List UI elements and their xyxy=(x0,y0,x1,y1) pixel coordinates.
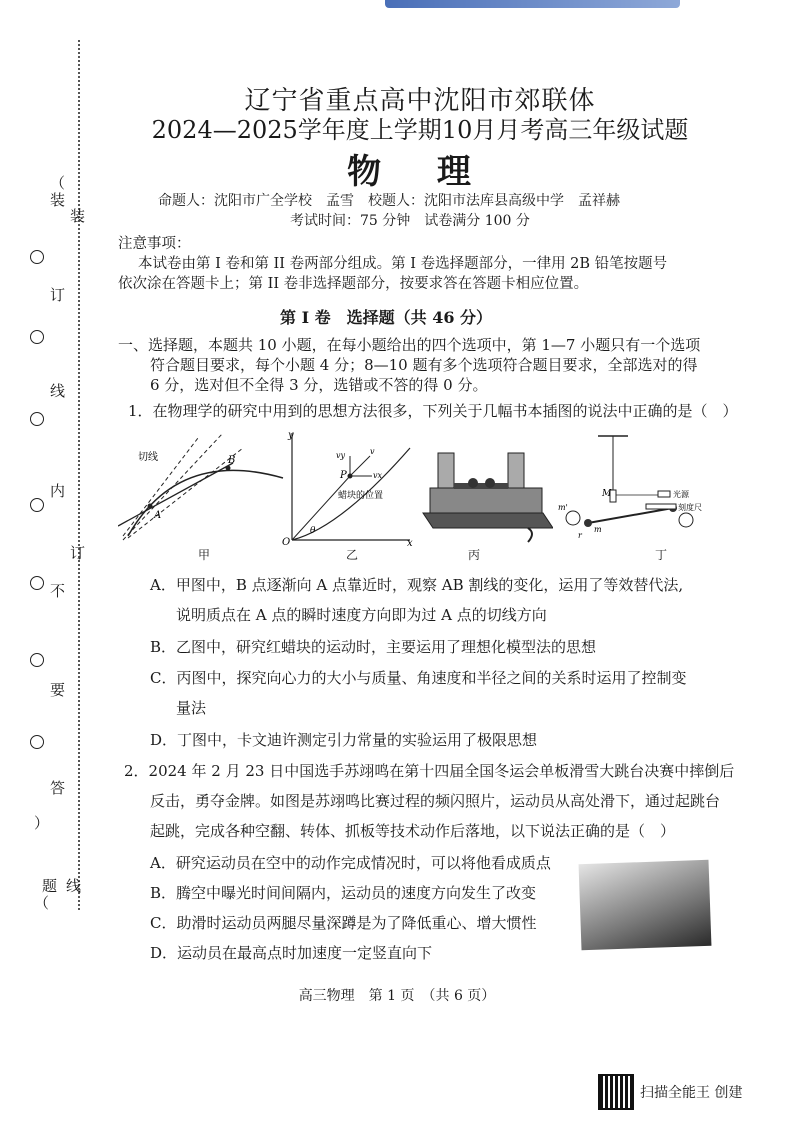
scale-label: 刻度尺 xyxy=(678,503,702,512)
side-char: 不 xyxy=(50,582,66,600)
side-circle xyxy=(30,735,44,749)
x-label: x xyxy=(407,538,413,546)
top-tab-strip xyxy=(385,0,680,8)
side-circle xyxy=(30,250,44,264)
apparatus-body xyxy=(430,488,542,513)
figure-label: 丙 xyxy=(468,548,481,562)
part-instructions: 符合题目要求，每个小题 4 分；8—10 题有多个选项符合题目要求，全部选对的得 xyxy=(150,356,698,374)
side-circle xyxy=(30,576,44,590)
side-char: 内 xyxy=(50,482,66,500)
figure-jia xyxy=(118,428,290,543)
option-a: A．研究运动员在空中的动作完成情况时，可以将他看成质点 xyxy=(150,854,551,872)
side-char: 线 xyxy=(66,877,82,895)
side-char: 订 xyxy=(50,286,66,304)
light-label: 光源 xyxy=(673,490,689,499)
scale-bar xyxy=(646,504,676,509)
sleeve-left xyxy=(438,453,454,488)
crank-handle xyxy=(528,528,532,542)
option-d: D．运动员在最高点时加速度一定竖直向下 xyxy=(150,944,433,962)
page-footer: 高三物理 第 1 页 （共 6 页） xyxy=(298,988,496,1004)
ball xyxy=(485,478,495,488)
question-stem: 2．2024 年 2 月 23 日中国选手苏翊鸣在第十四届全国冬运会单板滑雪大跳台决赛中摔倒后 xyxy=(124,762,735,780)
torsion-rod xyxy=(588,508,673,523)
side-char: 装 xyxy=(70,207,86,225)
slot-arm xyxy=(454,483,508,489)
option-b: B．腾空中曝光时间间隔内，运动员的速度方向发生了改变 xyxy=(150,884,537,902)
part-instructions: 6 分，选对但不全得 3 分，选错或不答的得 0 分。 xyxy=(150,376,488,394)
side-circle xyxy=(30,653,44,667)
tangent-line xyxy=(118,463,233,526)
notice-title: 注意事项： xyxy=(118,236,191,252)
point-b xyxy=(226,466,231,471)
theta-label: θ xyxy=(310,526,316,536)
side-char: ） xyxy=(34,814,50,832)
side-circle xyxy=(30,412,44,426)
ball xyxy=(468,478,478,488)
curve xyxy=(128,470,283,536)
subject-title: 物 理 xyxy=(347,152,493,192)
m-small-label: m xyxy=(594,525,602,534)
p-label: P xyxy=(340,470,347,481)
figure-ding xyxy=(558,428,738,546)
exam-info: 考试时间：75 分钟 试卷满分 100 分 xyxy=(290,213,530,229)
side-circle xyxy=(30,498,44,512)
option-c-cont: 量法 xyxy=(176,699,207,717)
label-b: B xyxy=(228,455,236,466)
point-a xyxy=(148,504,153,509)
notice-line: 依次涂在答题卡上；第 II 卷非选择题部分，按要求答在答题卡相应位置。 xyxy=(118,276,589,292)
part-instructions: 一、选择题，本题共 10 小题，在每小题给出的四个选项中，第 1—7 小题只有一个选项 xyxy=(118,336,701,354)
r-label: r xyxy=(578,531,582,540)
secant-line xyxy=(123,433,223,540)
m-label: M xyxy=(602,489,612,499)
option-d: D．丁图中，卡文迪许测定引力常量的实验运用了极限思想 xyxy=(150,731,538,749)
side-char: 线 xyxy=(50,382,66,400)
option-a-cont: 说明质点在 A 点的瞬时速度方向即为过 A 点的切线方向 xyxy=(176,606,547,624)
side-char: 题 xyxy=(42,877,58,895)
notice-line: 本试卷由第 I 卷和第 II 卷两部分组成。第 I 卷选择题部分，一律用 2B 铅笔按题号 xyxy=(138,256,668,272)
side-char: （ xyxy=(34,894,50,912)
ski-jump-photo xyxy=(579,860,712,950)
small-ball xyxy=(584,519,592,527)
light-source xyxy=(658,491,670,497)
question-stem: 反击，勇夺金牌。如图是苏翊鸣比赛过程的频闪照片，运动员从高处滑下，通过起跳台 xyxy=(150,792,721,810)
tangent-label: 切线 xyxy=(138,452,158,463)
m-prime-label: m' xyxy=(558,503,568,512)
y-label: y xyxy=(288,430,294,441)
secant-line xyxy=(123,438,198,536)
exam-title: 2024—2025学年度上学期10月月考高三年级试题 xyxy=(151,116,689,144)
figure-yi xyxy=(280,428,416,546)
large-ball xyxy=(566,511,580,525)
question-stem: 1．在物理学的研究中用到的思想方法很多，下列关于几幅书本插图的说法中正确的是（ ） xyxy=(128,402,738,420)
side-circle xyxy=(30,330,44,344)
question-stem: 起跳，完成各种空翻、转体、抓板等技术动作后落地，以下说法正确的是（ ） xyxy=(150,822,676,840)
authors-line: 命题人：沈阳市广全学校 孟雪 校题人：沈阳市法库县高级中学 孟祥赫 xyxy=(158,193,620,209)
school-title: 辽宁省重点高中沈阳市郊联体 xyxy=(244,86,596,116)
figure-label: 乙 xyxy=(346,548,359,562)
v-arrow xyxy=(350,456,370,476)
caption-label: 蜡块的位置 xyxy=(338,491,384,501)
binding-line-outer xyxy=(78,40,80,910)
vx-label: vx xyxy=(373,471,383,480)
side-char: 订 xyxy=(70,544,86,562)
option-c: C．助滑时运动员两腿尽量深蹲是为了降低重心、增大惯性 xyxy=(150,914,537,932)
v-label: v xyxy=(370,447,375,456)
side-char: 答 xyxy=(50,779,66,797)
label-a: A xyxy=(154,510,162,521)
option-a: A．甲图中，B 点逐渐向 A 点靠近时，观察 AB 割线的变化，运用了等效替代法, xyxy=(150,576,684,594)
scanner-watermark: 扫描全能王 创建 xyxy=(640,1085,743,1101)
sleeve-right xyxy=(508,453,524,488)
option-c: C．丙图中，探究向心力的大小与质量、角速度和半径之间的关系时运用了控制变 xyxy=(150,669,687,687)
section-title: 第 I 卷 选择题（共 46 分） xyxy=(280,308,493,327)
figure-bing xyxy=(418,428,553,546)
large-ball xyxy=(679,513,693,527)
side-char: 装 xyxy=(50,191,66,209)
side-char: （ xyxy=(50,174,66,192)
option-b: B．乙图中，研究红蜡块的运动时，主要运用了理想化模型法的思想 xyxy=(150,638,597,656)
apparatus-base xyxy=(423,513,553,528)
origin-label: O xyxy=(282,537,291,546)
figure-label: 丁 xyxy=(655,548,668,562)
side-char: 要 xyxy=(50,681,66,699)
displacement-line xyxy=(292,476,350,540)
qr-code-icon xyxy=(598,1074,634,1110)
figure-label: 甲 xyxy=(198,548,211,562)
vy-label: vy xyxy=(336,451,346,460)
